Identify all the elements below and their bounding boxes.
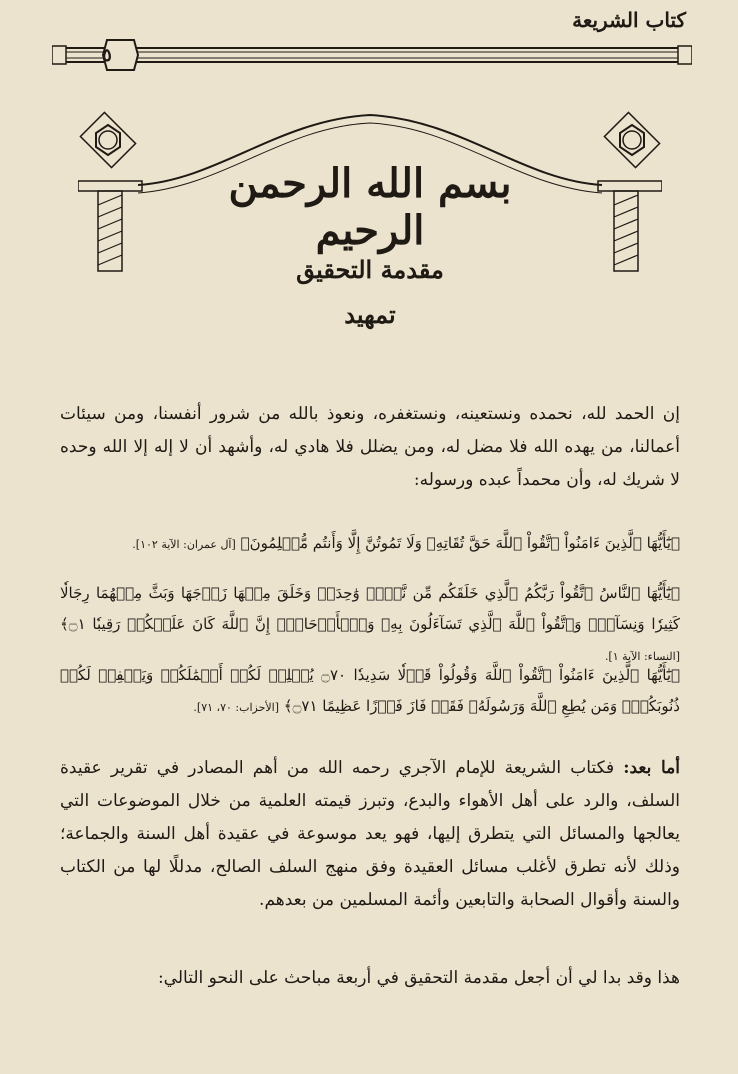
paragraph-lead: أما بعد: xyxy=(623,758,681,778)
paragraph-text: فكتاب الشريعة للإمام الآجري رحمه الله من أهم المصادر في تقرير عقيدة السلف، والرد على أهل الأهواء والبدع، وتبرز قيمته العلمية من خلال الموضوعات التي يعالجها والمسائل التي يتطرق إليها، فهو يعد موسوعة في عقيدة أهل السنة والجماعة؛ وذلك لأنه تطرق لأغلب مسائل العقيدة وفق منهج السلف الصالح، مدللًا لها من الكتاب والسنة وأقوال الصحابة والتابعين وأئمة المسلمين من بعدهم. xyxy=(60,758,680,910)
section-subtitle: تمهيد xyxy=(344,300,396,329)
verse-reference: [الأحزاب: ٧٠، ٧١]. xyxy=(193,701,280,714)
verse-text: ﴿يَٰٓأَيُّهَا ٱلَّذِينَ ءَامَنُواْ ٱتَّقُواْ ٱللَّهَ حَقَّ تُقَاتِهِۦ وَلَا تَمُوتُنَّ إِلَّا وَأَنتُم مُّسۡلِمُونَ﴾ xyxy=(240,534,680,552)
section-title: مقدمة التحقيق xyxy=(296,255,444,284)
running-header-title: كتاب الشريعة xyxy=(572,8,686,32)
page-number: ٥ xyxy=(102,44,112,66)
verse-text: ﴿يَٰٓأَيُّهَا ٱلنَّاسُ ٱتَّقُواْ رَبَّكُمُ ٱلَّذِي خَلَقَكُم مِّن نَّفۡسٖ وَٰحِدَةٖ وَخَلَقَ مِنۡهَا زَوۡجَهَا وَبَثَّ مِنۡهُمَا رِجَالٗا كَثِيرٗا وَنِسَآءٗۚ وَٱتَّقُواْ ٱللَّهَ ٱلَّذِي تَسَآءَلُونَ بِهِۦ وَٱلۡأَرۡحَامَۚ إِنَّ ٱللَّهَ كَانَ عَلَيۡكُمۡ رَقِيبٗا ۝١﴾ xyxy=(60,584,680,633)
quran-verse-3 xyxy=(60,660,680,723)
basmala-heading: بسم الله الرحمن الرحيم xyxy=(228,160,512,254)
quran-verse-2 xyxy=(60,578,680,672)
closing-paragraph: هذا وقد بدا لي أن أجعل مقدمة التحقيق في أربعة مباحث على النحو التالي: xyxy=(157,968,680,988)
verse-reference: [النساء: الآية ١]. xyxy=(604,650,680,663)
opening-paragraph: إن الحمد لله، نحمده ونستعينه، ونستغفره، ونعوذ بالله من شرور أنفسنا، ومن سيئات أعمالنا، من يهده الله فلا مضل له، ومن يضلل فلا هادي له، وأشهد أن لا إله إلا الله وحده لا شريك له، وأن محمداً عبده ورسوله: xyxy=(60,404,680,490)
header-ornament-band xyxy=(52,38,692,72)
verse-reference: [آل عمران: الآية ١٠٢]. xyxy=(132,538,236,551)
verse-text: ﴿يَٰٓأَيُّهَا ٱلَّذِينَ ءَامَنُواْ ٱتَّقُواْ ٱللَّهَ وَقُولُواْ قَوۡلٗا سَدِيدٗا ۝٧٠ يُصۡلِحۡ لَكُمۡ أَعۡمَٰلَكُمۡ وَيَغۡفِرۡ لَكُمۡ ذُنُوبَكُمۡۗ وَمَن يُطِعِ ٱللَّهَ وَرَسُولَهُۥ فَقَدۡ فَازَ فَوۡزًا عَظِيمًا ۝٧١﴾ xyxy=(60,666,680,715)
quran-verse-1 xyxy=(60,528,680,560)
header-band-ornament xyxy=(52,38,692,72)
main-paragraph xyxy=(60,752,680,917)
